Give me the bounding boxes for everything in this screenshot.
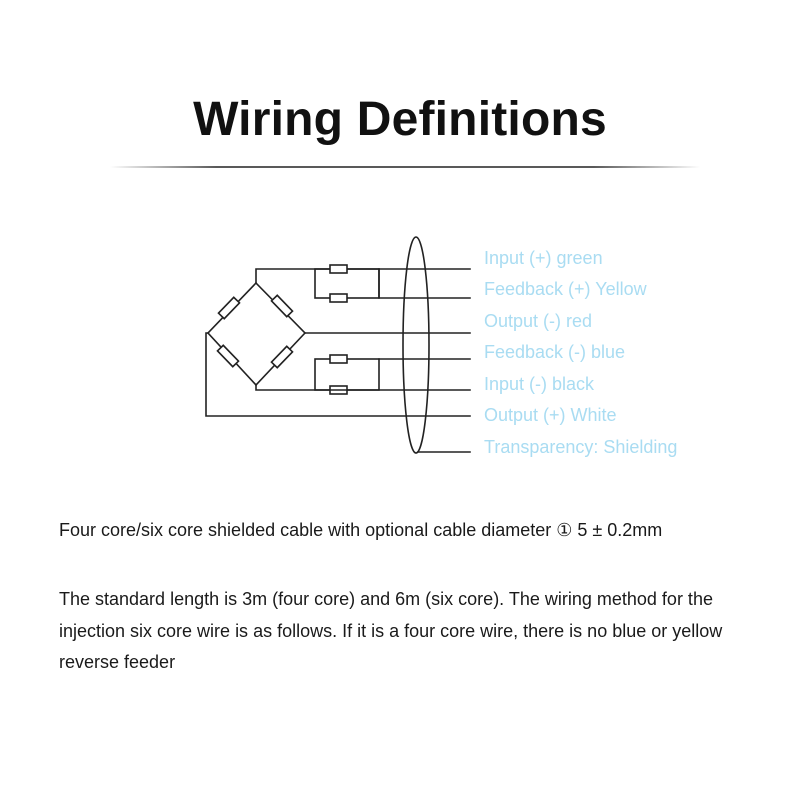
wire-label-feedback-positive: Feedback (+) Yellow: [484, 279, 647, 299]
wire-label-shielding: Transparency: Shielding: [484, 437, 678, 457]
length-description: The standard length is 3m (four core) and 6m (six core). The wiring method for the injection six core wire is as follows. If it is a four core wire, there is no blue or yellow reverse feeder: [59, 589, 723, 672]
cable-description: Four core/six core shielded cable with optional cable diameter ① 5 ± 0.2mm: [59, 520, 663, 540]
wire-label-feedback-negative: Feedback (-) blue: [484, 342, 626, 362]
wire-label-output-negative: Output (-) red: [484, 311, 593, 331]
wire-label-input-negative: Input (-) black: [484, 374, 595, 394]
page-title: Wiring Definitions: [193, 93, 607, 146]
bridge-resistor-bottom-left: [217, 345, 238, 366]
wire-input-negative: [256, 385, 470, 390]
bridge-resistor-bottom-right: [271, 346, 292, 367]
compensation-resistors-bottom: [315, 355, 379, 394]
wire-feedback-positive: [379, 269, 470, 298]
bridge-circuit: [208, 283, 305, 385]
wire-input-positive: [256, 269, 470, 283]
wire-label-output-positive: Output (+) White: [484, 405, 617, 425]
wire-label-input-positive: Input (+) green: [484, 248, 603, 268]
bridge-resistor-top-left: [218, 297, 239, 318]
compensation-resistors-top: [315, 265, 379, 302]
bridge-resistor-top-right: [271, 295, 292, 316]
